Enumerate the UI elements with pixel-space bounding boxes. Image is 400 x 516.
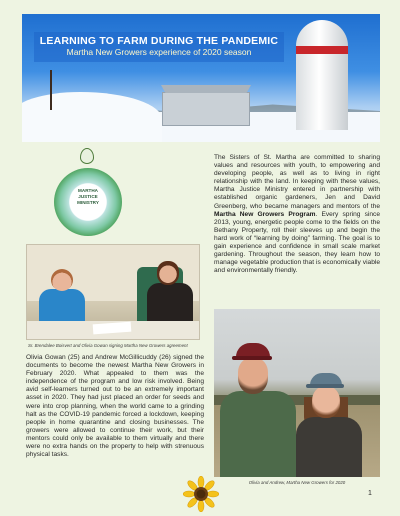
intro-paragraph bbox=[214, 154, 380, 275]
utility-pole bbox=[50, 70, 52, 110]
barn-building bbox=[162, 92, 250, 126]
sunflower-icon bbox=[183, 476, 219, 512]
logo-line-1: MARTHA bbox=[78, 188, 98, 193]
photo1-caption: Sr. Brendalee Boisvert and Olivia Gowan signing Martha New Growers agreement bbox=[28, 343, 188, 348]
photo2-caption: Olivia and Andrew, Martha New Growers for 2020 bbox=[248, 480, 346, 485]
martha-justice-ministry-logo bbox=[48, 148, 126, 244]
snowbank bbox=[22, 92, 162, 142]
drop-icon bbox=[80, 148, 94, 164]
silo-red-band bbox=[296, 46, 348, 54]
intro-text-after: . Every spring since 2013, young, energetic people come to the fields on the Bethany Property, roll their sleeves up and begin the hard work of “learning by doing” farming. The goal is to gain experience and confidence in small scale market gardening. Throughout the season, they learn how to manage vegetable production that is economically viable and environmentally friendly. bbox=[214, 210, 380, 275]
olivia-andrew-photo bbox=[214, 309, 380, 477]
intro-text-before: The Sisters of St. Martha are committed to sharing values and resources with youth, to empowering and developing people, as well as to living in right relationship with the land. In keeping with these values, Martha Justice Ministry entered in partnership with established organic gardeners, Jen and David Greenberg, who became managers and mentors of the bbox=[214, 154, 380, 210]
person-sister bbox=[37, 269, 87, 329]
page-title: LEARNING TO FARM DURING THE PANDEMIC bbox=[39, 35, 279, 47]
person-andrew bbox=[220, 343, 296, 477]
logo-line-3: MINISTRY bbox=[77, 200, 99, 205]
hero-banner-photo bbox=[22, 14, 380, 142]
silo bbox=[296, 20, 348, 130]
page-subtitle: Martha New Growers experience of 2020 season bbox=[66, 47, 252, 57]
logo-text bbox=[54, 188, 122, 206]
program-name: Martha New Growers Program bbox=[214, 210, 316, 218]
signing-agreement-photo bbox=[26, 244, 200, 340]
logo-line-2: JUSTICE bbox=[78, 194, 98, 199]
growers-paragraph: Olivia Gowan (25) and Andrew McGillicuddy (26) signed the documents to become the newest Martha New Growers in February 2020. What appealed to them was the independence of the program and low risk involved. Being avid self-learners turned out to be an extremely important asset in 2020. They had just placed an order for seeds and were into crop planning, when the world came to a grinding halt as the COVID-19 pandemic forced a lockdown, keeping people in home quarantine and closing businesses. The growers were allowed to continue their work, but their mentors could only be available to them virtually and there were no extra hands on the property to help with strenuous physical tasks. bbox=[26, 354, 204, 459]
person-olivia-2 bbox=[294, 373, 364, 477]
page-number: 1 bbox=[368, 490, 372, 497]
